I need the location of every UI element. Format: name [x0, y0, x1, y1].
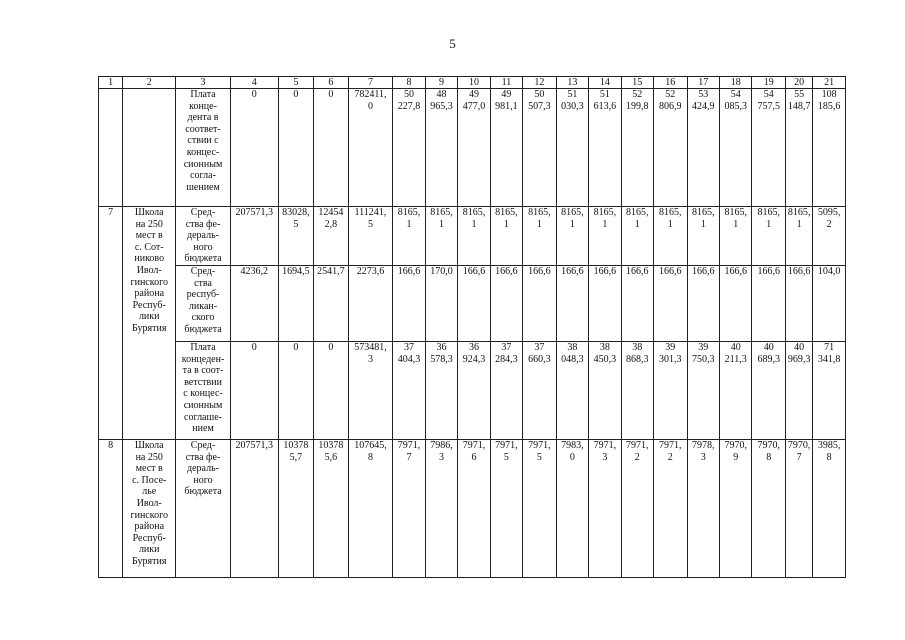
column-number-cell: 3 [176, 77, 231, 89]
value-cell: 53 424,9 [687, 89, 719, 207]
value-cell: 0 [230, 341, 278, 439]
funding-source-cell: Плата концеден- та в соот- ветствии с концес- сионным соглаше- нием [176, 341, 231, 439]
value-cell: 38 868,3 [621, 341, 653, 439]
table-row [99, 207, 846, 266]
value-cell: 8165, 1 [687, 207, 719, 266]
budget-table [98, 76, 846, 578]
value-cell: 5095, 2 [813, 207, 846, 266]
value-cell: 10378 5,7 [278, 439, 314, 577]
funding-source-cell: Плата конце- дента в соответ- ствии с концес- сионным согла- шением [176, 89, 231, 207]
value-cell: 7970, 9 [719, 439, 751, 577]
value-cell: 37 284,3 [490, 341, 522, 439]
table-row [99, 265, 846, 341]
row-number-cell: 7 [99, 207, 123, 440]
table-row [99, 341, 846, 439]
value-cell: 166,6 [458, 265, 490, 341]
value-cell: 8165, 1 [393, 207, 425, 266]
value-cell: 40 969,3 [785, 341, 812, 439]
column-number-cell: 5 [278, 77, 314, 89]
value-cell: 7986, 3 [425, 439, 457, 577]
column-number-cell: 10 [458, 77, 490, 89]
object-name-cell [123, 89, 176, 207]
value-cell: 2541,7 [314, 265, 349, 341]
value-cell: 52 199,8 [621, 89, 653, 207]
value-cell: 50 227,8 [393, 89, 425, 207]
value-cell: 166,6 [785, 265, 812, 341]
value-cell: 7971, 7 [393, 439, 425, 577]
value-cell: 8165, 1 [719, 207, 751, 266]
value-cell: 49 477,0 [458, 89, 490, 207]
value-cell: 166,6 [654, 265, 687, 341]
value-cell: 8165, 1 [556, 207, 588, 266]
funding-source-cell: Сред- ства фе- дераль- ного бюджета [176, 439, 231, 577]
value-cell: 83028, 5 [278, 207, 314, 266]
value-cell: 71 341,8 [813, 341, 846, 439]
value-cell: 12454 2,8 [314, 207, 349, 266]
value-cell: 50 507,3 [523, 89, 556, 207]
value-cell: 0 [278, 89, 314, 207]
page-number: 5 [449, 36, 456, 51]
value-cell: 111241, 5 [348, 207, 393, 266]
column-number-cell: 19 [752, 77, 785, 89]
value-cell: 51 030,3 [556, 89, 588, 207]
value-cell: 8165, 1 [523, 207, 556, 266]
column-number-cell: 17 [687, 77, 719, 89]
value-cell: 7971, 2 [654, 439, 687, 577]
value-cell: 54 085,3 [719, 89, 751, 207]
value-cell: 36 578,3 [425, 341, 457, 439]
column-number-cell: 20 [785, 77, 812, 89]
value-cell: 8165, 1 [490, 207, 522, 266]
value-cell: 8165, 1 [621, 207, 653, 266]
value-cell: 166,6 [556, 265, 588, 341]
column-number-cell: 18 [719, 77, 751, 89]
value-cell: 4236,2 [230, 265, 278, 341]
object-name-cell: Школа на 250 мест в с. Сот- никово Ивол- гинского района Респуб- лики Бурятия [123, 207, 176, 440]
header-row [99, 77, 846, 89]
value-cell: 0 [314, 341, 349, 439]
value-cell: 166,6 [490, 265, 522, 341]
value-cell: 55 148,7 [785, 89, 812, 207]
value-cell: 37 660,3 [523, 341, 556, 439]
funding-source-cell: Сред- ства респуб- ликан- ского бюджета [176, 265, 231, 341]
value-cell: 51 613,6 [589, 89, 621, 207]
value-cell: 166,6 [393, 265, 425, 341]
column-number-cell: 4 [230, 77, 278, 89]
value-cell: 7978, 3 [687, 439, 719, 577]
value-cell: 40 211,3 [719, 341, 751, 439]
value-cell: 104,0 [813, 265, 846, 341]
value-cell: 7970, 8 [752, 439, 785, 577]
value-cell: 49 981,1 [490, 89, 522, 207]
column-number-cell: 16 [654, 77, 687, 89]
value-cell: 1694,5 [278, 265, 314, 341]
value-cell: 52 806,9 [654, 89, 687, 207]
value-cell: 108 185,6 [813, 89, 846, 207]
column-number-cell: 14 [589, 77, 621, 89]
value-cell: 3985, 8 [813, 439, 846, 577]
value-cell: 166,6 [621, 265, 653, 341]
value-cell: 166,6 [752, 265, 785, 341]
value-cell: 48 965,3 [425, 89, 457, 207]
column-number-cell: 13 [556, 77, 588, 89]
value-cell: 0 [278, 341, 314, 439]
column-number-cell: 7 [348, 77, 393, 89]
value-cell: 170,0 [425, 265, 457, 341]
value-cell: 8165, 1 [752, 207, 785, 266]
value-cell: 166,6 [523, 265, 556, 341]
value-cell: 8165, 1 [589, 207, 621, 266]
value-cell: 7971, 5 [490, 439, 522, 577]
value-cell: 38 450,3 [589, 341, 621, 439]
value-cell: 0 [314, 89, 349, 207]
value-cell: 207571,3 [230, 207, 278, 266]
value-cell: 39 301,3 [654, 341, 687, 439]
value-cell: 7971, 3 [589, 439, 621, 577]
value-cell: 7971, 2 [621, 439, 653, 577]
value-cell: 166,6 [589, 265, 621, 341]
column-number-cell: 15 [621, 77, 653, 89]
column-number-cell: 6 [314, 77, 349, 89]
value-cell: 40 689,3 [752, 341, 785, 439]
value-cell: 0 [230, 89, 278, 207]
value-cell: 107645, 8 [348, 439, 393, 577]
column-number-cell: 2 [123, 77, 176, 89]
value-cell: 7970, 7 [785, 439, 812, 577]
value-cell: 7983, 0 [556, 439, 588, 577]
row-number-cell: 8 [99, 439, 123, 577]
value-cell: 8165, 1 [458, 207, 490, 266]
value-cell: 2273,6 [348, 265, 393, 341]
value-cell: 54 757,5 [752, 89, 785, 207]
object-name-cell: Школа на 250 мест в с. Посе- лье Ивол- гинского района Респуб- лики Бурятия [123, 439, 176, 577]
value-cell: 7971, 6 [458, 439, 490, 577]
column-number-cell: 21 [813, 77, 846, 89]
value-cell: 36 924,3 [458, 341, 490, 439]
table-row [99, 439, 846, 577]
column-number-cell: 1 [99, 77, 123, 89]
value-cell: 8165, 1 [425, 207, 457, 266]
value-cell: 207571,3 [230, 439, 278, 577]
value-cell: 37 404,3 [393, 341, 425, 439]
table-row [99, 89, 846, 207]
value-cell: 782411, 0 [348, 89, 393, 207]
value-cell: 8165, 1 [654, 207, 687, 266]
value-cell: 166,6 [719, 265, 751, 341]
column-number-cell: 8 [393, 77, 425, 89]
row-number-cell [99, 89, 123, 207]
column-number-cell: 11 [490, 77, 522, 89]
value-cell: 573481, 3 [348, 341, 393, 439]
column-number-cell: 12 [523, 77, 556, 89]
value-cell: 166,6 [687, 265, 719, 341]
column-number-cell: 9 [425, 77, 457, 89]
value-cell: 10378 5,6 [314, 439, 349, 577]
value-cell: 38 048,3 [556, 341, 588, 439]
value-cell: 39 750,3 [687, 341, 719, 439]
value-cell: 7971, 5 [523, 439, 556, 577]
funding-source-cell: Сред- ства фе- дераль- ного бюджета [176, 207, 231, 266]
value-cell: 8165, 1 [785, 207, 812, 266]
